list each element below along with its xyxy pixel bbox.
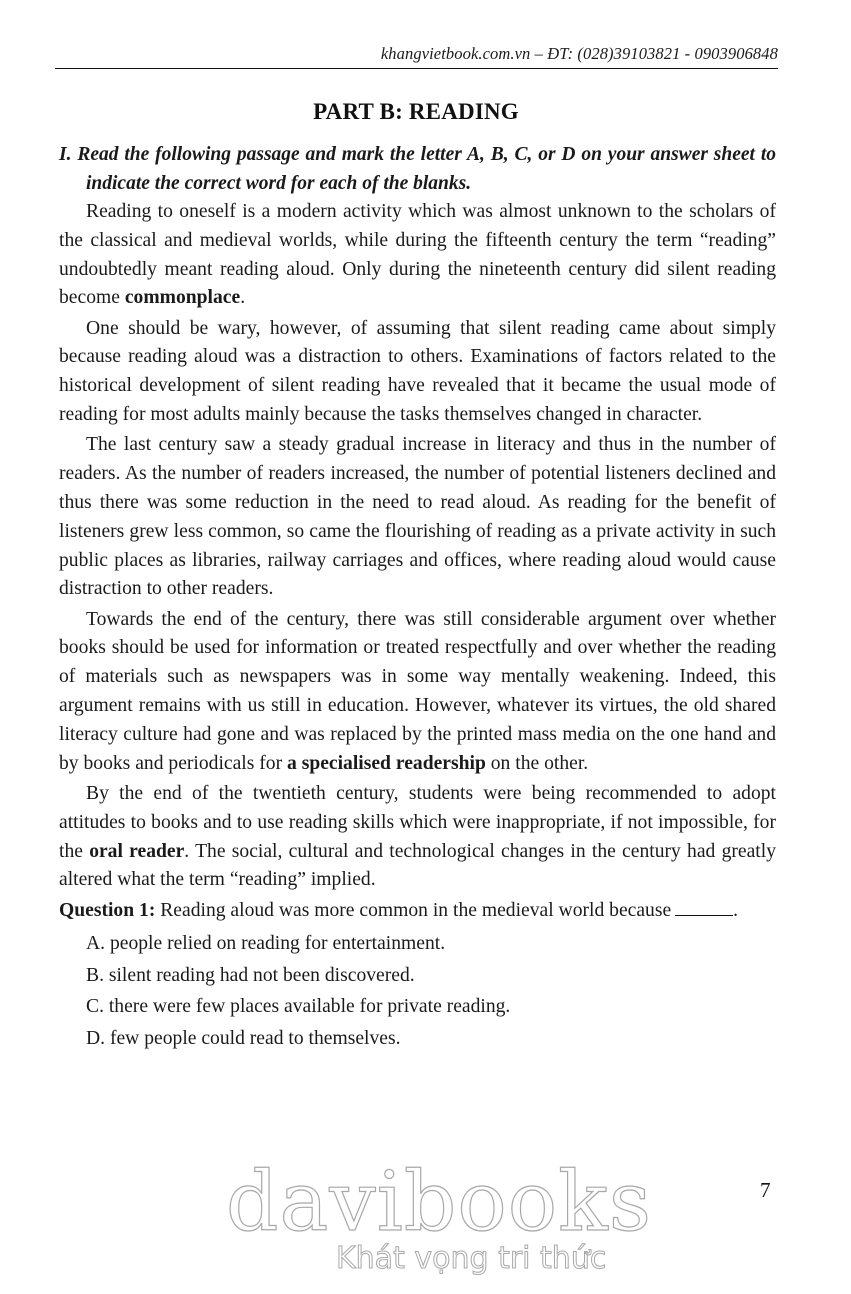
paragraph-text: on the other.	[485, 752, 589, 774]
question-1	[59, 896, 776, 926]
option-text: few people could read to themselves.	[105, 1027, 401, 1049]
watermark-brand: davibooks	[226, 1155, 652, 1250]
highlighted-phrase-specialised-readership: a specialised readership	[287, 752, 486, 774]
page-header	[55, 44, 778, 69]
answer-blank	[675, 897, 733, 916]
paragraph-text: .	[240, 287, 246, 309]
highlighted-phrase-oral-reader: oral reader	[89, 840, 185, 862]
passage-paragraph-3: The last century saw a steady gradual increase in literacy and thus in the number of readers. As the number of readers increased, the number of potential listeners declined and thus there was some reduction in the need to read aloud. As reading for the benefit of listeners grew less common, so came the flourishing of reading as a private activity in such public places as libraries, railway carriages and offices, where reading aloud would cause distraction to other readers.	[59, 434, 776, 600]
reading-passage	[59, 198, 776, 895]
watermark-logo	[226, 1155, 652, 1276]
passage-paragraph-2: One should be wary, however, of assuming that silent reading came about simply because reading aloud was a distraction to others. Examinations of factors related to the historical development of silent reading have revealed that it became the usual mode of reading for most adults mainly because the tasks themselves changed in character.	[59, 317, 776, 426]
option-c	[86, 991, 776, 1023]
paragraph-text: Towards the end of the century, there was still considerable argument over whether books should be used for information or treated respectfully and over whether the reading of materials such as newspapers was in some way mentally weakening. Indeed, this argument remains with us still in education. However, whatever its virtues, the old shared literacy culture had gone and was replaced by the printed mass media on the one hand and by books and periodicals for	[59, 608, 776, 774]
option-b	[86, 960, 776, 992]
header-contact-text: khangvietbook.com.vn – ĐT: (028)39103821 - 0903906848	[380, 44, 778, 63]
paragraph-text: Reading to oneself is a modern activity which was almost unknown to the scholars of the classical and medieval worlds, while during the fifteenth century the term “reading” undoubtedly meant reading aloud. Only during the nineteenth century did silent reading become	[59, 201, 776, 309]
watermark-slogan: Khát vọng tri thức	[336, 1241, 607, 1276]
option-text: there were few places available for private reading.	[103, 996, 511, 1018]
passage-paragraph-5	[59, 780, 776, 895]
option-letter: D.	[86, 1027, 106, 1049]
paragraph-text: . The social, cultural and technological changes in the century had greatly altered what the term “reading” implied.	[59, 840, 776, 891]
exercise-instruction: I. Read the following passage and mark the letter A, B, C, or D on your answer sheet to indicate the correct word for each of the blanks.	[59, 144, 776, 194]
question-end: .	[733, 900, 739, 922]
option-letter: B.	[86, 964, 104, 986]
answer-options	[59, 928, 776, 1054]
option-d	[86, 1023, 776, 1055]
page-content	[59, 141, 776, 1054]
highlighted-word-commonplace: commonplace	[124, 287, 241, 309]
paragraph-text: By the end of the twentieth century, students were being recommended to adopt attitudes to books and to use reading skills which were inappropriate, if not impossible, for the	[59, 782, 776, 862]
section-title: PART B: READING	[313, 99, 519, 124]
passage-paragraph-1	[59, 198, 776, 313]
passage-paragraph-4	[59, 606, 776, 779]
option-text: people relied on reading for entertainment.	[105, 933, 446, 955]
option-text: silent reading had not been discovered.	[103, 964, 415, 986]
option-letter: C.	[86, 996, 104, 1018]
question-label: Question 1:	[59, 900, 156, 922]
option-a	[86, 928, 776, 960]
question-stem: Reading aloud was more common in the medieval world because	[155, 900, 672, 922]
option-letter: A.	[86, 933, 106, 955]
page-number: 7	[760, 1178, 771, 1202]
